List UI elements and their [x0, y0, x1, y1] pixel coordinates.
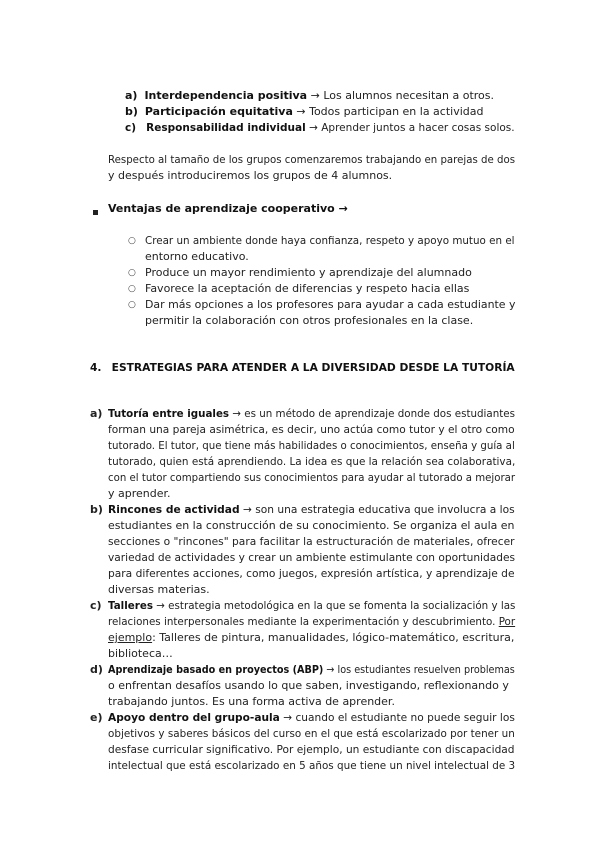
strategy-d-first-line: Aprendizaje basado en proyectos (ABP) → los estudiantes resuelven problemas	[108, 663, 515, 676]
ventaja-4-line-1: Dar más opciones a los profesores para ayudar a cada estudiante y	[145, 298, 516, 311]
strategy-e-line: objetivos y saberes básicos del curso en el que está escolarizado por tener un	[108, 727, 515, 740]
principle-c: c) Responsabilidad individual → Aprender juntos a hacer cosas solos.	[125, 121, 515, 134]
strategy-e-line: desfase curricular significativo. Por ejemplo, un estudiante con discapacidad	[108, 743, 515, 756]
principle-b: b) Participación equitativa → Todos participan en la actividad	[125, 105, 484, 118]
strategy-c-line: biblioteca…	[108, 647, 173, 660]
strategy-d-label: d)	[90, 663, 103, 676]
strategy-b-line: estudiantes en la construcción de su conocimiento. Se organiza el aula en	[108, 519, 515, 532]
strategy-c-example-line: ejemplo: Talleres de pintura, manualidades, lógico-matemático, escritura,	[108, 631, 515, 644]
section-4-heading: 4. ESTRATEGIAS PARA ATENDER A LA DIVERSIDAD DESDE LA TUTORÍA	[90, 361, 515, 374]
circle-bullet-icon: ○	[128, 236, 136, 246]
square-bullet-icon	[93, 210, 98, 215]
strategy-a-line: con el tutor compartiendo sus conocimientos para ayudar al tutorado a mejorar	[108, 471, 516, 484]
strategy-b-line: variedad de actividades y crear un ambiente estimulante con oportunidades	[108, 551, 516, 564]
ventaja-3: Favorece la aceptación de diferencias y respeto hacia ellas	[145, 282, 470, 295]
ventajas-heading: Ventajas de aprendizaje cooperativo →	[108, 202, 348, 215]
circle-bullet-icon: ○	[128, 284, 136, 294]
ventaja-1-line-2: entorno educativo.	[145, 250, 249, 263]
strategy-a-first-line: Tutoría entre iguales → es un método de aprendizaje donde dos estudiantes	[108, 407, 515, 420]
strategy-b-label: b)	[90, 503, 103, 516]
strategy-e-line: intelectual que está escolarizado en 5 años que tiene un nivel intelectual de 3	[108, 759, 516, 772]
strategy-d-line: trabajando juntos. Es una forma activa de aprender.	[108, 695, 395, 708]
principle-a: a) Interdependencia positiva → Los alumnos necesitan a otros.	[125, 89, 495, 102]
ventaja-1-line-1: Crear un ambiente donde haya confianza, respeto y apoyo mutuo en el	[145, 234, 515, 247]
ventaja-2: Produce un mayor rendimiento y aprendizaje del alumnado	[145, 266, 472, 279]
strategy-a-label: a)	[90, 407, 103, 420]
strategy-a-line: tutorado. El tutor, que tiene más habilidades o conocimientos, enseña y guía al	[108, 439, 515, 452]
strategy-a-line: forman una pareja asimétrica, es decir, uno actúa como tutor y el otro como	[108, 423, 515, 436]
strategy-a-line: y aprender.	[108, 487, 171, 500]
strategy-e-label: e)	[90, 711, 103, 724]
strategy-b-line: diversas materias.	[108, 583, 210, 596]
strategy-b-first-line: Rincones de actividad → son una estrategia educativa que involucra a los	[108, 503, 515, 516]
strategy-e-first-line: Apoyo dentro del grupo-aula → cuando el estudiante no puede seguir los	[108, 711, 515, 724]
strategy-c-line: relaciones interpersonales mediante la experimentación y descubrimiento. Por	[108, 615, 516, 628]
strategy-d-line: o enfrentan desafíos usando lo que saben, investigando, reflexionando y	[108, 679, 509, 692]
group-size-line-2: y después introduciremos los grupos de 4 alumnos.	[108, 169, 393, 182]
ventaja-4-line-2: permitir la colaboración con otros profesionales en la clase.	[145, 314, 474, 327]
strategy-c-first-line: Talleres → estrategia metodológica en la que se fomenta la socialización y las	[108, 599, 516, 612]
strategy-b-line: para diferentes acciones, como juegos, expresión artística, y aprendizaje de	[108, 567, 515, 580]
circle-bullet-icon: ○	[128, 268, 136, 278]
group-size-line-1: Respecto al tamaño de los grupos comenzaremos trabajando en parejas de dos	[108, 153, 516, 166]
circle-bullet-icon: ○	[128, 300, 136, 310]
strategy-a-line: tutorado, quien está aprendiendo. La idea es que la relación sea colaborativa,	[108, 455, 516, 468]
strategy-c-label: c)	[90, 599, 102, 612]
strategy-b-line: secciones o "rincones" para facilitar la estructuración de materiales, ofrecer	[108, 535, 515, 548]
